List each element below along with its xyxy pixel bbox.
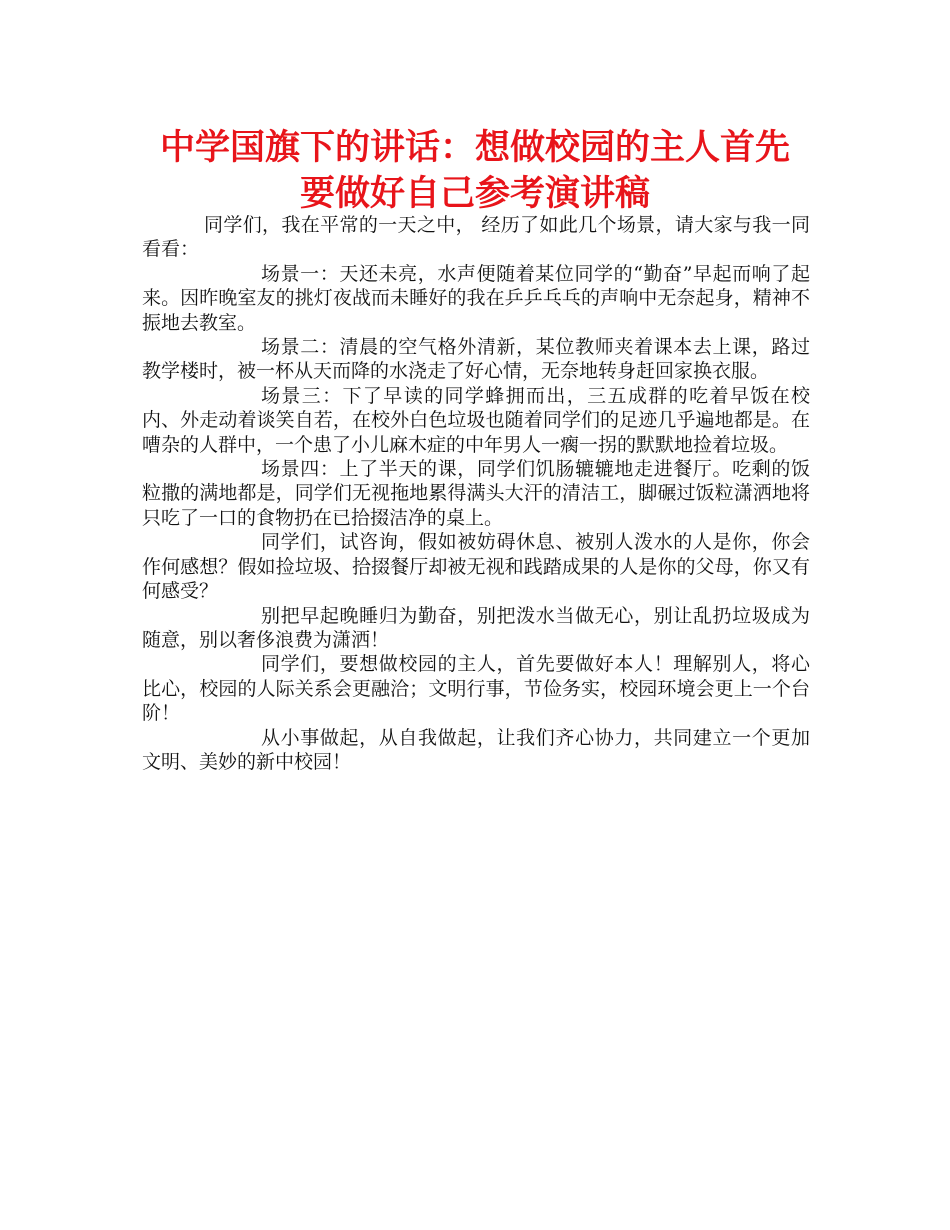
document-title-line-2: 要做好自己参考演讲稿 — [299, 174, 650, 214]
paragraph-question: 同学们，试咨询，假如被妨碍休息、被别人泼水的人是你，你会作何感想？假如捡垃圾、拾掇餐厅却被无视和践踏成果的人是你的父母，你又有何感受？ — [142, 531, 810, 603]
document-title-line-1: 中学国旗下的讲话：想做校园的主人首先 — [159, 128, 790, 168]
paragraph-scene-3: 场景三：下了早读的同学蜂拥而出，三五成群的吃着早饭在校内、外走动着谈笑自若，在校外白色垃圾也随着同学们的足迹几乎遍地都是。在嘈杂的人群中，一个患了小儿麻木症的中年男人一瘸一拐的默默地捡着垃圾。 — [142, 384, 810, 456]
paragraph-admonition: 别把早起晚睡归为勤奋，别把泼水当做无心，别让乱扔垃圾成为随意，别以奢侈浪费为潇洒！ — [142, 604, 810, 651]
document-body — [142, 213, 810, 774]
paragraph-intro: 同学们，我在平常的一天之中， 经历了如此几个场景，请大家与我一同看看： — [142, 214, 810, 261]
paragraph-scene-4: 场景四：上了半天的课，同学们饥肠辘辘地走进餐厅。吃剩的饭粒撒的满地都是，同学们无视拖地累得满头大汗的清洁工，脚碾过饭粒潇洒地将只吃了一口的食物扔在已拾掇洁净的桌上。 — [142, 458, 810, 529]
paragraph-closing: 从小事做起，从自我做起，让我们齐心协力，共同建立一个更加文明、美妙的新中校园！ — [142, 726, 810, 773]
paragraph-scene-1: 场景一：天还未亮，水声便随着某位同学的“勤奋”早起而响了起来。因昨晚室友的挑灯夜战而未睡好的我在乒乒乓乓的声响中无奈起身，精神不振地去教室。 — [142, 262, 810, 334]
paragraph-scene-2: 场景二：清晨的空气格外清新，某位教师夹着课本去上课，路过教学楼时，被一杯从天而降的水浇走了好心情，无奈地转身赶回家换衣服。 — [142, 336, 810, 383]
paragraph-call-to-action: 同学们，要想做校园的主人，首先要做好本人！理解别人，将心比心，校园的人际关系会更融洽；文明行事，节俭务实，校园环境会更上一个台阶！ — [142, 653, 810, 725]
